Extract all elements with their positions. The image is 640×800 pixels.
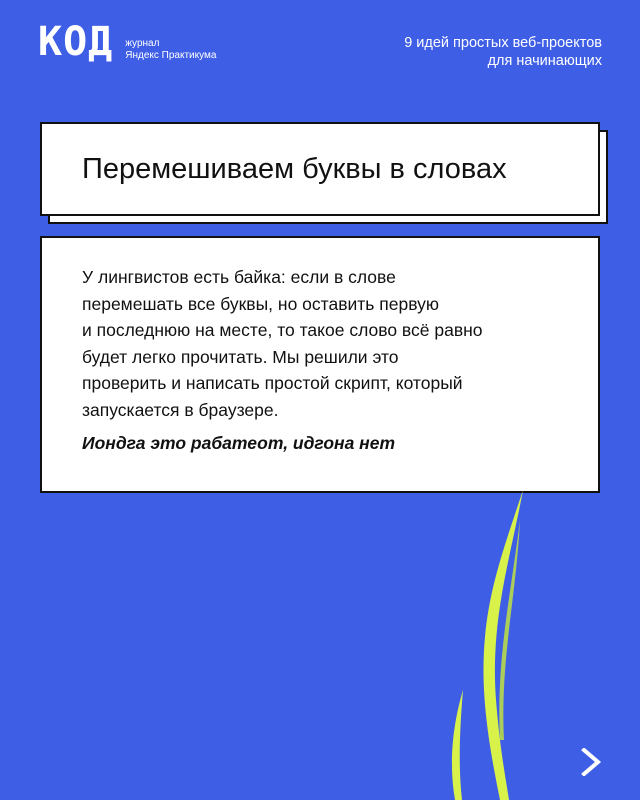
- body-line: и последнюю на месте, то такое слово всё равно: [82, 320, 483, 340]
- card-title: Перемешиваем буквы в словах: [82, 152, 507, 185]
- body-line: перемешать все буквы, но оставить первую: [82, 293, 439, 314]
- body-line: У лингвистов есть байка: если в слове: [82, 267, 396, 287]
- series-title-line-1: 9 идей простых веб-проектов: [404, 35, 602, 51]
- grass-blade-short: [452, 690, 463, 800]
- logo-subtitle-line-1: журнал: [125, 38, 160, 49]
- logo-subtitle-line-2: Яндекс Практикума: [125, 50, 217, 61]
- scrambled-example: Иондга это рабатеот, идгона нет: [82, 433, 396, 453]
- chevron-right-icon[interactable]: [580, 748, 604, 776]
- series-title-line-2: для начинающих: [487, 53, 602, 69]
- body-line: проверить и написать простой скрипт, который: [82, 373, 463, 393]
- logo-wordmark: КОД: [38, 19, 114, 65]
- body-line: будет легко прочитать. Мы решили это: [82, 346, 399, 367]
- body-line: запускается в браузере.: [82, 399, 279, 420]
